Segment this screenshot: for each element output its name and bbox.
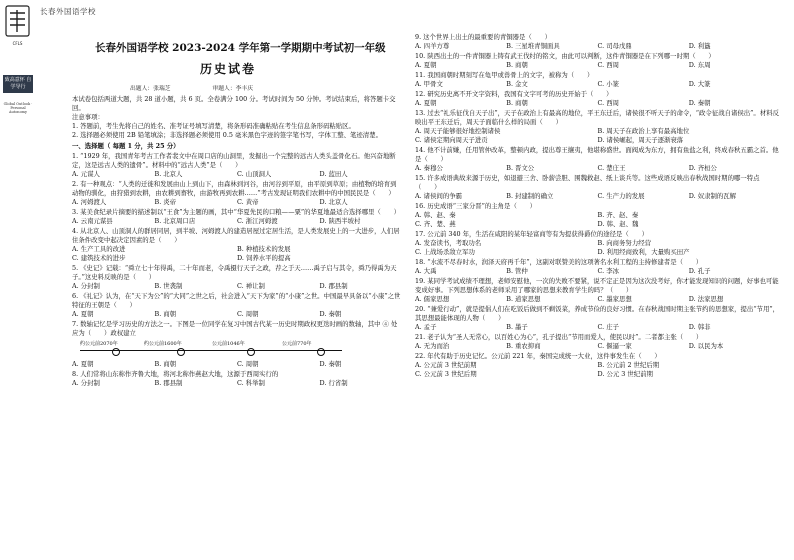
answer-option: C. 楚庄王 bbox=[597, 164, 626, 172]
answer-options bbox=[415, 361, 780, 379]
question-text bbox=[72, 370, 402, 379]
answer-option: A. 生产工具的改进 bbox=[72, 245, 126, 253]
question-number: 15. bbox=[415, 174, 426, 182]
question-number: 3. bbox=[72, 208, 79, 216]
question-number: 9. bbox=[415, 33, 422, 41]
answer-option: D. 法家思想 bbox=[688, 295, 724, 303]
answer-option: D. 秦朝 bbox=[688, 99, 711, 107]
question-text bbox=[72, 227, 402, 245]
question-stem: 这个世界上出土的最重要的青铜器是（ ） bbox=[423, 33, 551, 41]
school-logo-icon bbox=[5, 5, 30, 50]
question-stem: 过去“礼乐征伐自天子出”，天子在政治上有最高的地位，平王东迁后，诸侯很不听天子的命令，“政令征战自诸侯出”。材料反映出平王东迁后，周天子面临什么样的局面（ ） bbox=[415, 109, 779, 126]
question-item bbox=[72, 370, 402, 388]
question-item bbox=[415, 33, 780, 51]
answer-option: C. 周朝 bbox=[237, 310, 259, 318]
question-text bbox=[415, 352, 780, 361]
question-item bbox=[415, 109, 780, 145]
answer-option: A. 无为而治 bbox=[415, 342, 450, 350]
question-stem: 从北京人、山顶洞人的群居同居，到半坡、河姆渡人的建造居屋过定居生活，是人类发展史上的一大进步，人们居住条件改变中起决定因素的是（ ） bbox=[72, 227, 400, 244]
answer-option: C. 墨家思想 bbox=[597, 295, 632, 303]
question-text bbox=[415, 258, 780, 267]
timeline-tick-label: 约公元前2070年 bbox=[80, 341, 118, 347]
question-stem: 公元前 340 年，生活在咸阳的某年轻富商等有为提获得爵位的途径是（ ） bbox=[427, 230, 648, 238]
answer-option: D. 饲养水平的提高 bbox=[237, 254, 291, 262]
school-motto-english: Global Outlook · Personal Autonomy bbox=[3, 102, 33, 114]
answer-option: B. 商朝 bbox=[154, 360, 177, 368]
school-logo-text: 长春外国语学校 bbox=[40, 7, 96, 16]
answer-option: D. 大篆 bbox=[688, 80, 711, 88]
answer-option: D. 孔子 bbox=[688, 267, 711, 275]
instruction-line: 1. 答题前，考生先将自己的姓名、准考证号填写清楚，将条形码准确粘贴在考生信息条形码粘贴区。 bbox=[72, 122, 355, 130]
question-stem: 《史记》记载：“舜立七十年得禹，二十年而老，令禹摄行天子之政，荐之于天……禹子启与其令，舜乃得禹为天子。”这史料反映的是（ ） bbox=[72, 264, 397, 281]
answer-option: C. 黄帝 bbox=[237, 198, 259, 206]
answer-option: B. 三星堆青铜面具 bbox=[506, 42, 560, 50]
question-item bbox=[415, 202, 780, 229]
answer-option: A. 夏朝 bbox=[415, 61, 437, 69]
question-text bbox=[415, 52, 780, 61]
instruction-line: 注意事项： bbox=[72, 113, 104, 121]
answer-option: B. 封建制的确立 bbox=[506, 192, 554, 200]
answer-option: B. 商朝 bbox=[506, 99, 528, 107]
question-text bbox=[415, 305, 780, 323]
answer-options bbox=[72, 245, 402, 263]
answer-option: A. 周天子能够很好地控制诸侯 bbox=[415, 127, 501, 135]
question-item bbox=[415, 230, 780, 257]
question-text bbox=[72, 180, 402, 198]
question-number: 17. bbox=[415, 230, 426, 238]
question-stem: 某同学考试成绩不理想，老师安慰他，一次的失败不要紧，说不定正是因为这次没考好，你才能发现知识的问题，好事也可能变成好事。下列思想体系的老师采用了哪家的思想来教育学生的吗？（ ） bbox=[415, 277, 779, 294]
answer-option: C. 司母戊鼎 bbox=[597, 42, 632, 50]
question-list bbox=[415, 33, 780, 379]
question-number: 1. bbox=[72, 152, 79, 160]
question-item bbox=[415, 277, 780, 304]
answer-option: C. 科举制 bbox=[237, 379, 265, 387]
exam-instructions bbox=[72, 95, 402, 140]
answer-option: C. 齐、楚、燕 bbox=[415, 220, 456, 228]
timeline-marker bbox=[112, 348, 120, 356]
answer-options bbox=[415, 342, 780, 351]
answer-option: C. 建筑技术的进步 bbox=[72, 254, 126, 262]
sidebar bbox=[0, 0, 36, 560]
answer-option: D. 行省制 bbox=[319, 379, 348, 387]
question-item bbox=[415, 52, 780, 70]
answer-option: A. 公元前 3 世纪前期 bbox=[415, 361, 477, 369]
answer-option: A. 分封制 bbox=[72, 379, 100, 387]
answer-options bbox=[415, 267, 780, 276]
question-item bbox=[415, 352, 780, 379]
exam-subtitle: 历史试卷 bbox=[200, 62, 257, 76]
right-column bbox=[415, 32, 780, 379]
question-number: 10. bbox=[415, 52, 426, 60]
question-item bbox=[72, 180, 402, 207]
question-number: 22. bbox=[415, 352, 426, 360]
question-item bbox=[72, 292, 402, 319]
question-text bbox=[415, 277, 780, 295]
answer-option: D. 蓝田人 bbox=[319, 170, 348, 178]
instruction-line: 本试卷包括两道大题，共 28 道小题，共 6 页。全卷满分 100 分。考试时间为 50 分钟。考试结束后，将答题卡交回。 bbox=[72, 95, 396, 112]
question-number: 6. bbox=[72, 292, 79, 300]
question-item bbox=[72, 227, 402, 263]
question-item bbox=[415, 71, 780, 89]
answer-options bbox=[72, 360, 402, 369]
answer-option: B. 北京周口店 bbox=[154, 217, 196, 225]
answer-option: A. 甲骨文 bbox=[415, 80, 443, 88]
question-text bbox=[415, 90, 780, 99]
timeline-marker bbox=[317, 348, 325, 356]
timeline-tick-label: 约公元前1600年 bbox=[144, 341, 182, 347]
answer-option: B. 晋文公 bbox=[506, 164, 535, 172]
question-item bbox=[72, 152, 402, 179]
answer-option: B. 郡县制 bbox=[154, 379, 183, 387]
question-text bbox=[415, 202, 780, 211]
answer-options bbox=[72, 170, 402, 179]
answer-options bbox=[415, 323, 780, 332]
question-stem: 有一种观点：“人类的迁徙和发展由山上到山下，由森林到河谷，由河谷到平原，由平原到草原；由植物的培育到动物的驯化，由狩猎到农耕，由农耕到畜牧，由游牧再到农耕……”考古发现证明我们农耕中的中国民民是（ ） bbox=[72, 180, 397, 197]
question-item bbox=[415, 333, 780, 351]
question-number: 19. bbox=[415, 277, 426, 285]
answer-option: D. 诸侯崛起，周天子逐渐衰落 bbox=[597, 136, 684, 144]
answer-option: D. 利簋 bbox=[688, 42, 711, 50]
answer-options bbox=[415, 211, 780, 229]
question-stem: 我国商朝时期刻写在龟甲或兽骨上的文字，被称为（ ） bbox=[427, 71, 594, 79]
answer-option: D. 齐桓公 bbox=[688, 164, 717, 172]
answer-option: C. 禅让制 bbox=[237, 282, 265, 290]
answer-option: C. 西周 bbox=[597, 99, 620, 107]
answer-options bbox=[415, 61, 780, 70]
question-number: 5. bbox=[72, 264, 79, 272]
svg-text:CFLS: CFLS bbox=[12, 41, 23, 46]
answer-option: A. 夏朝 bbox=[415, 99, 437, 107]
answer-options bbox=[415, 164, 780, 173]
answer-option: C. 西周 bbox=[597, 61, 620, 69]
question-item bbox=[415, 146, 780, 173]
answer-option: B. 重农抑商 bbox=[506, 342, 541, 350]
answer-option: A. 云南元谋县 bbox=[72, 217, 113, 225]
question-text bbox=[415, 33, 780, 42]
answer-option: C. 偃逼一家 bbox=[597, 342, 632, 350]
timeline-marker bbox=[177, 348, 185, 356]
question-text bbox=[415, 109, 780, 127]
question-item bbox=[415, 174, 780, 201]
answer-option: C. 山顶洞人 bbox=[237, 170, 272, 178]
question-number: 18. bbox=[415, 258, 426, 266]
answer-option: B. 向商务努力经营 bbox=[597, 239, 651, 247]
answer-option: B. 金文 bbox=[506, 80, 528, 88]
answer-option: A. 韩、赵、秦 bbox=[415, 211, 456, 219]
question-stem: 许多成语典故来源于历史，如退避三舍、卧薪尝胆、围魏救赵、纸上谈兵等。这些成语反映出春秋战国时期的哪一特点（ ） bbox=[415, 174, 760, 191]
answer-options bbox=[415, 127, 780, 145]
question-text bbox=[72, 152, 402, 170]
question-stem: 某美食纪录片摘要的描述制以“王食”为主题的画，其中“华夏先民的口粮——粟”的华夏地最适合选择哪里（ ） bbox=[80, 208, 400, 216]
answer-option: A. 孟子 bbox=[415, 323, 437, 331]
question-number: 11. bbox=[415, 71, 426, 79]
answer-option: B. 公元前 2 世纪后期 bbox=[597, 361, 660, 369]
question-text bbox=[415, 71, 780, 80]
answer-option: B. 世袭制 bbox=[154, 282, 183, 290]
question-number: 4. bbox=[72, 227, 79, 235]
question-text bbox=[415, 333, 780, 342]
question-text bbox=[72, 264, 402, 282]
answer-option: A. 儒家思想 bbox=[415, 295, 450, 303]
answer-options bbox=[415, 295, 780, 304]
question-list bbox=[72, 152, 402, 388]
answer-option: B. 炎帝 bbox=[154, 198, 177, 206]
answer-option: B. 种植技术的发展 bbox=[237, 245, 291, 253]
question-number: 13. bbox=[415, 109, 426, 117]
answer-option: D. 利用经商致利，大量购买田产 bbox=[597, 248, 690, 256]
answer-option: C. 诸侯定期向周天子进贡 bbox=[415, 136, 488, 144]
section-heading: 一、选择题（ 每题 1 分，共 25 分） bbox=[72, 142, 180, 150]
question-text bbox=[72, 292, 402, 310]
answer-options bbox=[415, 99, 780, 108]
answer-options bbox=[415, 42, 780, 51]
question-text bbox=[415, 146, 780, 164]
answer-option: D. 韩、赵、魏 bbox=[597, 220, 639, 228]
question-number: 8. bbox=[72, 370, 79, 378]
question-number: 14. bbox=[415, 146, 426, 154]
author-label: 出题人：张瑞芝 bbox=[130, 86, 171, 92]
answer-option: D. 陕西半坡村 bbox=[319, 217, 361, 225]
timeline-tick-label: 公元前770年 bbox=[282, 341, 312, 347]
answer-options bbox=[72, 379, 402, 388]
question-stem: 人们常将山东称作齐鲁大地，将河北称作燕赵大地，这源于西周实行的 bbox=[80, 370, 279, 378]
answer-option: A. 大禹 bbox=[415, 267, 437, 275]
answer-option: A. 河姆渡人 bbox=[72, 198, 107, 206]
answer-option: A. 夏朝 bbox=[72, 310, 94, 318]
answer-option: D. 东周 bbox=[688, 61, 711, 69]
answer-options bbox=[72, 198, 402, 207]
answer-option: B. 商朝 bbox=[506, 61, 528, 69]
question-number: 20. bbox=[415, 305, 426, 313]
question-text bbox=[415, 230, 780, 239]
question-number: 16. bbox=[415, 202, 426, 210]
answer-option: A. 发奋读书，考取功名 bbox=[415, 239, 482, 247]
answer-option: C. 浙江河姆渡 bbox=[237, 217, 278, 225]
question-item bbox=[72, 264, 402, 291]
question-text bbox=[415, 174, 780, 192]
answer-option: D. 奴隶制的瓦解 bbox=[688, 192, 737, 200]
question-stem: 陕西出土的一件青铜器上铸有武王伐纣的铭文，由此可以判断，这件青铜器是在下列哪一时期（ ） bbox=[427, 52, 715, 60]
answer-option: A. 夏朝 bbox=[72, 360, 94, 368]
instruction-line: 2. 选择题必须使用 2B 铅笔填涂；非选择题必须使用 0.5 毫米黑色字迹的签字笔书写，字体工整、笔迹清楚。 bbox=[72, 131, 382, 139]
answer-option: B. 墨子 bbox=[506, 323, 528, 331]
answer-option: B. 道家思想 bbox=[506, 295, 541, 303]
answer-options bbox=[72, 282, 402, 291]
answer-option: C. 庄子 bbox=[597, 323, 620, 331]
answer-option: A. 元谋人 bbox=[72, 170, 100, 178]
answer-option: B. 管仲 bbox=[506, 267, 528, 275]
authors-line bbox=[130, 83, 293, 92]
answer-options bbox=[72, 217, 402, 226]
answer-option: D. 秦朝 bbox=[319, 310, 342, 318]
question-stem: 《礼记》认为，在“天下为公”的“大同”之世之后，社会进入“天下为家”的“小康”之世。中国最早具备以“小康”之世特征的王朝是（ ） bbox=[72, 292, 401, 309]
question-stem: 他不计前嫌，任用管仲改革，整顿内政，提出尊王攘夷，他堪称盛世。面阀成为东方，拥有鱼盐之利，终成春秋五霸之首。他是（ ） bbox=[415, 146, 779, 163]
school-motto: 致高意怀 自学导行 bbox=[3, 75, 33, 93]
answer-options bbox=[415, 80, 780, 89]
answer-option: C. 生产力的发展 bbox=[597, 192, 645, 200]
left-column bbox=[72, 95, 402, 388]
reviewer-label: 审题人：李丰庆 bbox=[212, 86, 254, 92]
answer-option: D. 韩非 bbox=[688, 323, 711, 331]
answer-option: D. 公元 3 世纪前期 bbox=[597, 370, 653, 378]
answer-option: B. 北京人 bbox=[154, 170, 183, 178]
question-stem: “1929 年，我国青年考古工作者裴文中在周口店的山洞里，发掘出一个完整的远古人类头盖骨化石。他兴奋地断定，这是远古人类的遗骨”。材料中的“远古人类”是（ ） bbox=[72, 152, 396, 169]
question-number: 2. bbox=[72, 180, 79, 188]
question-text bbox=[72, 208, 402, 217]
answer-option: C. 周朝 bbox=[237, 360, 259, 368]
question-stem: 研究历史离不开文字资料，我国有文字可考的历史开始于（ ） bbox=[427, 90, 613, 98]
question-stem: “兼爱行动”，就是提倡人们在吃饭后做到不剩饭菜，养成节俭的良好习惯。在春秋战国时期主张节约的思想家，提出“节用”，其思想最能体现的人物（ ） bbox=[415, 305, 779, 322]
question-stem: 历史成语“三家分晋”的主角是（ ） bbox=[427, 202, 537, 210]
answer-option: D. 秦朝 bbox=[319, 360, 342, 368]
question-item bbox=[415, 90, 780, 108]
answer-option: C. 小篆 bbox=[597, 80, 620, 88]
answer-options bbox=[415, 192, 780, 201]
question-stem: “水流不尽春时水，润泽天府再千年”，这副对联赞美的这项著名水利工程的主持修建者是（ ） bbox=[427, 258, 703, 266]
answer-option: D. 以民为本 bbox=[688, 342, 724, 350]
question-text bbox=[72, 320, 402, 338]
answer-option: A. 秦穆公 bbox=[415, 164, 443, 172]
question-stem: 老子认为“圣人无常心，以百姓心为心”，孔子提出“节用而爱人，使民以时”。二者都主张（ ） bbox=[427, 333, 703, 341]
answer-option: B. 商朝 bbox=[154, 310, 177, 318]
timeline-diagram bbox=[72, 338, 402, 360]
question-number: 21. bbox=[415, 333, 426, 341]
answer-option: B. 周天子在政治上享有最高地位 bbox=[597, 127, 690, 135]
answer-options bbox=[72, 310, 402, 319]
answer-option: D. 郡县制 bbox=[319, 282, 348, 290]
question-item bbox=[415, 258, 780, 276]
exam-title: 长春外国语学校 2023-2024 学年第一学期期中考试初一年级 bbox=[95, 42, 386, 54]
question-item bbox=[72, 320, 402, 369]
question-number: 7. bbox=[72, 320, 79, 328]
answer-option: A. 分封制 bbox=[72, 282, 100, 290]
question-stem: 数轴记忆是学习历史的方法之一。下图是一位同学在复习中国古代某一历史时期政权更迭时画的数轴，其中 ④ 处应为（ ）政权建立 bbox=[72, 320, 398, 337]
answer-option: C. 公元前 3 世纪后期 bbox=[415, 370, 477, 378]
timeline-marker bbox=[247, 348, 255, 356]
answer-option: A. 四羊方尊 bbox=[415, 42, 450, 50]
question-item bbox=[415, 305, 780, 332]
answer-option: D. 北京人 bbox=[319, 198, 348, 206]
question-number: 12. bbox=[415, 90, 426, 98]
answer-option: C. 李冰 bbox=[597, 267, 620, 275]
answer-option: C. 上战场杀敌立军功 bbox=[415, 248, 475, 256]
question-item bbox=[72, 208, 402, 226]
timeline-tick-label: 公元前1046年 bbox=[212, 341, 245, 347]
answer-option: A. 诸侯间的争霸 bbox=[415, 192, 463, 200]
question-stem: 年代有助于历史记忆。公元前 221 年，秦国完成统一大业，这件事发生在（ ） bbox=[427, 352, 661, 360]
answer-option: B. 齐、赵、秦 bbox=[597, 211, 639, 219]
answer-options bbox=[415, 239, 780, 257]
